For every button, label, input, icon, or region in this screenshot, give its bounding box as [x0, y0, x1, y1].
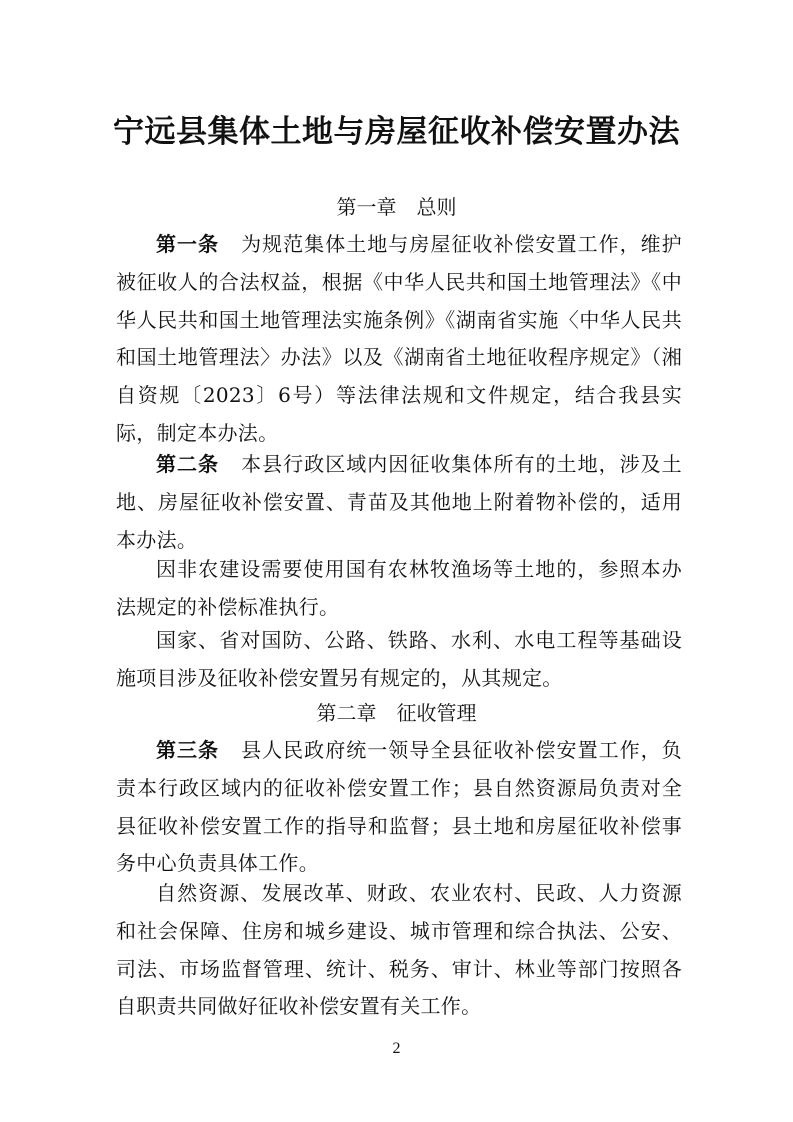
chapter-name: 征收管理	[396, 701, 477, 725]
chapter-heading-1	[0, 191, 793, 223]
article-label: 第三条	[156, 738, 220, 762]
article-text: 本县行政区域内因征收集体所有的土地，涉及土地、房屋征收补偿安置、青苗及其他地上附着物补偿的，适用本办法。	[116, 452, 682, 552]
article-paragraph	[116, 732, 682, 883]
paragraph-text: 国家、省对国防、公路、铁路、水利、水电工程等基础设施项目涉及征收补偿安置另有规定的，从其规定。	[116, 628, 682, 690]
article-paragraph	[116, 446, 682, 559]
article-label: 第一条	[156, 232, 220, 256]
chapter-number: 第一章	[336, 195, 397, 219]
chapter-heading-2	[0, 697, 793, 729]
chapter-number: 第二章	[316, 701, 377, 725]
body-paragraph	[116, 622, 682, 698]
paragraph-text: 因非农建设需要使用国有农林牧渔场等土地的，参照本办法规定的补偿标准执行。	[116, 557, 682, 619]
chapter-name: 总则	[416, 195, 457, 219]
article-label: 第二条	[156, 452, 220, 476]
document-title: 宁远县集体土地与房屋征收补偿安置办法	[113, 114, 680, 150]
page-number: 2	[392, 1040, 401, 1057]
body-paragraph	[116, 551, 682, 627]
article-paragraph	[116, 226, 682, 453]
article-text: 为规范集体土地与房屋征收补偿安置工作，维护被征收人的合法权益，根据《中华人民共和国土地管理法》《中华人民共和国土地管理法实施条例》《湖南省实施〈中华人民共和国土地管理法〉办法》以及《湖南省土地征收程序规定》（湘自资规〔2023〕6号）等法律法规和文件规定，结合我县实际，制定本办法。	[116, 232, 682, 445]
body-paragraph	[116, 875, 682, 1026]
paragraph-text: 自然资源、发展改革、财政、农业农村、民政、人力资源和社会保障、住房和城乡建设、城市管理和综合执法、公安、司法、市场监督管理、统计、税务、审计、林业等部门按照各自职责共同做好征收补偿安置有关工作。	[116, 881, 682, 1019]
article-text: 县人民政府统一领导全县征收补偿安置工作，负责本行政区域内的征收补偿安置工作；县自然资源局负责对全县征收补偿安置工作的指导和监督；县土地和房屋征收补偿事务中心负责具体工作。	[116, 738, 682, 876]
